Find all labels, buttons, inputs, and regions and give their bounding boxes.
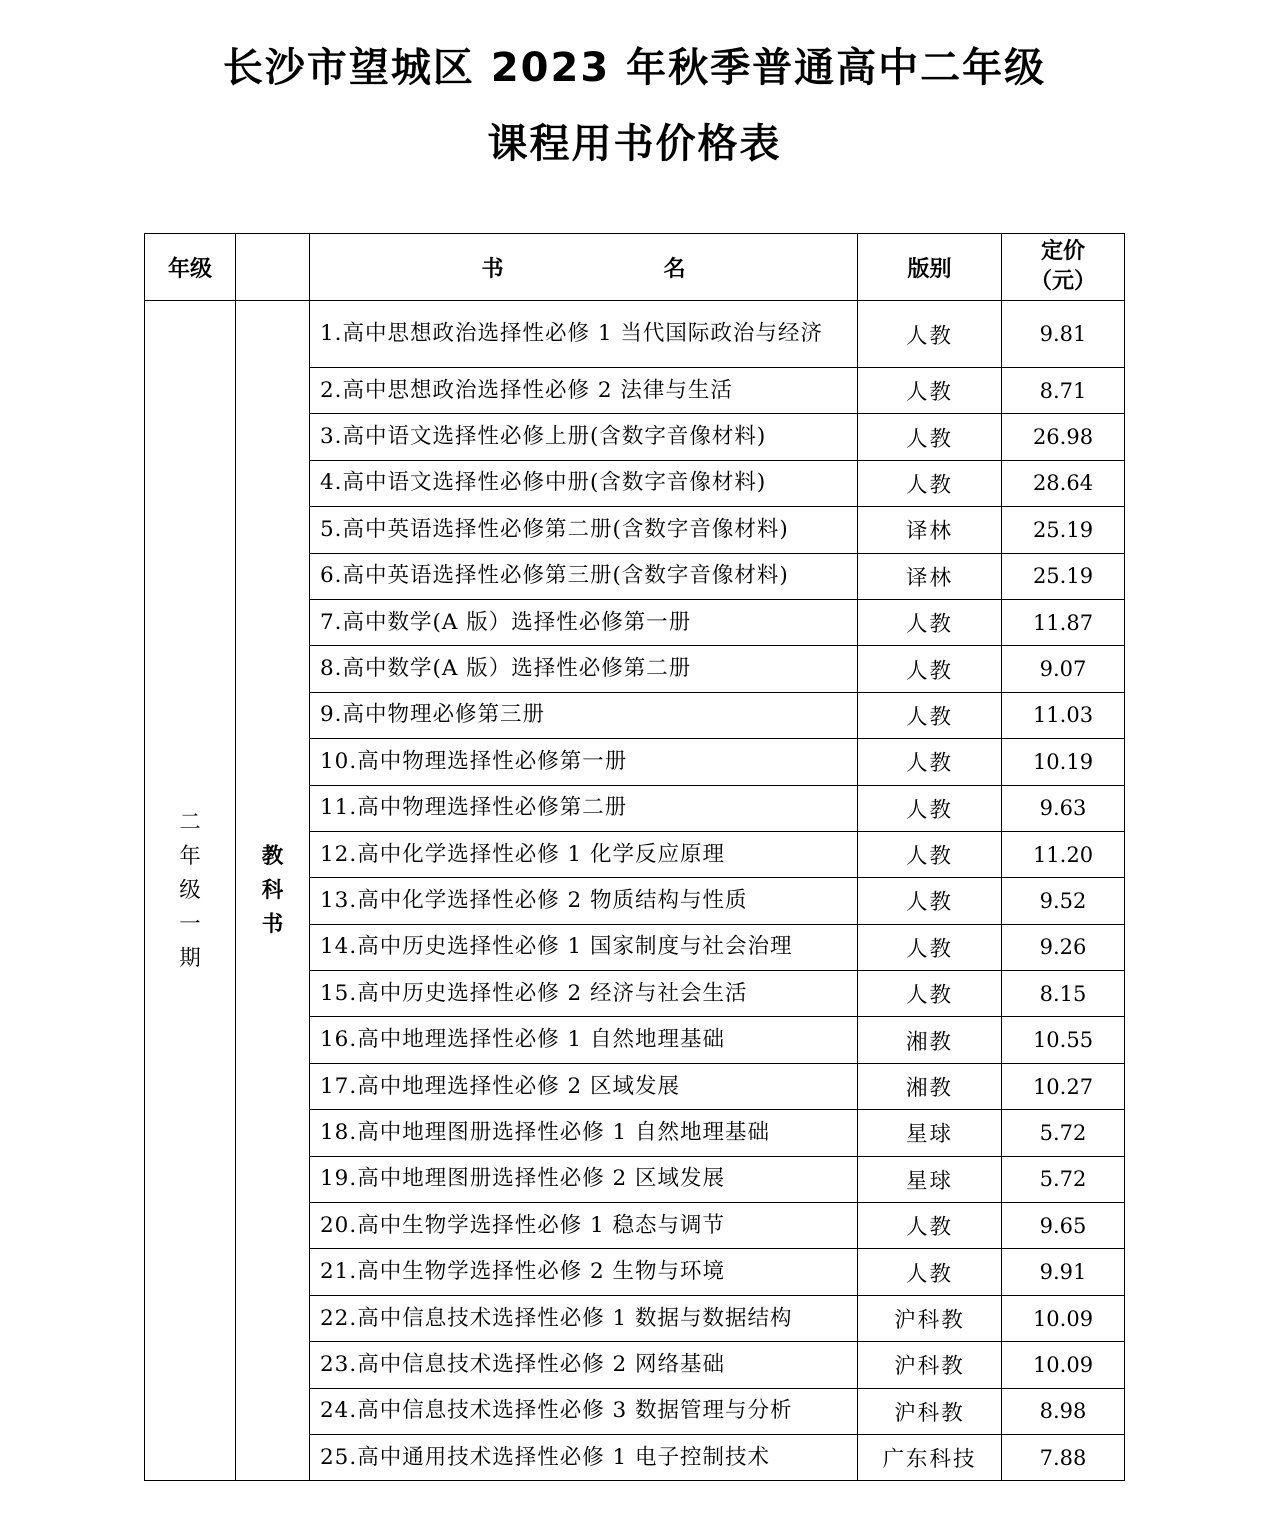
publisher-cell: 人教 — [858, 414, 1002, 460]
book-name-cell: 11.高中物理选择性必修第二册 — [310, 785, 858, 831]
header-publisher: 版别 — [858, 234, 1002, 301]
publisher-cell: 人教 — [858, 1249, 1002, 1295]
book-name-cell: 17.高中地理选择性必修 2 区域发展 — [310, 1063, 858, 1109]
publisher-cell: 广东科技 — [858, 1434, 1002, 1480]
price-cell: 9.65 — [1002, 1203, 1125, 1249]
publisher-cell: 沪科教 — [858, 1342, 1002, 1388]
publisher-cell: 人教 — [858, 301, 1002, 368]
grade-char: 年 — [179, 843, 201, 869]
table-row — [145, 301, 1125, 368]
book-name-cell: 6.高中英语选择性必修第三册(含数字音像材料) — [310, 553, 858, 599]
price-cell: 25.19 — [1002, 507, 1125, 553]
price-cell: 9.91 — [1002, 1249, 1125, 1295]
grade-cell — [145, 301, 236, 1481]
book-name-cell: 10.高中物理选择性必修第一册 — [310, 739, 858, 785]
price-cell: 11.87 — [1002, 599, 1125, 645]
book-name-cell: 1.高中思想政治选择性必修 1 当代国际政治与经济 — [310, 301, 858, 368]
header-grade: 年级 — [145, 234, 236, 301]
price-cell: 10.09 — [1002, 1295, 1125, 1341]
publisher-cell: 湘教 — [858, 1063, 1002, 1109]
publisher-cell: 人教 — [858, 831, 1002, 877]
header-book-name-right: 名 — [663, 256, 686, 282]
grade-char: 期 — [179, 945, 201, 971]
price-cell: 8.71 — [1002, 368, 1125, 414]
publisher-cell: 人教 — [858, 1203, 1002, 1249]
category-char: 书 — [261, 911, 284, 937]
category-char: 教 — [261, 843, 284, 869]
book-name-cell: 7.高中数学(A 版）选择性必修第一册 — [310, 599, 858, 645]
book-name-cell: 15.高中历史选择性必修 2 经济与社会生活 — [310, 971, 858, 1017]
publisher-cell: 人教 — [858, 971, 1002, 1017]
publisher-cell: 译林 — [858, 507, 1002, 553]
publisher-cell: 人教 — [858, 599, 1002, 645]
publisher-cell: 人教 — [858, 739, 1002, 785]
price-cell: 10.27 — [1002, 1063, 1125, 1109]
book-name-cell: 23.高中信息技术选择性必修 2 网络基础 — [310, 1342, 858, 1388]
book-name-cell: 18.高中地理图册选择性必修 1 自然地理基础 — [310, 1110, 858, 1156]
publisher-cell: 人教 — [858, 368, 1002, 414]
publisher-cell: 星球 — [858, 1156, 1002, 1202]
table-header-row — [145, 234, 1125, 301]
price-cell: 7.88 — [1002, 1434, 1125, 1480]
header-price — [1002, 234, 1125, 301]
publisher-cell: 人教 — [858, 785, 1002, 831]
header-price-line-1: 定价 — [1040, 239, 1085, 264]
book-name-cell: 9.高中物理必修第三册 — [310, 692, 858, 738]
header-book-name-left: 书 — [481, 256, 504, 282]
book-name-cell: 4.高中语文选择性必修中册(含数字音像材料) — [310, 460, 858, 506]
price-cell: 11.20 — [1002, 831, 1125, 877]
publisher-cell: 人教 — [858, 878, 1002, 924]
price-cell: 11.03 — [1002, 692, 1125, 738]
textbook-price-table — [144, 233, 1125, 1481]
book-name-cell: 2.高中思想政治选择性必修 2 法律与生活 — [310, 368, 858, 414]
book-name-cell: 19.高中地理图册选择性必修 2 区域发展 — [310, 1156, 858, 1202]
price-cell: 9.81 — [1002, 301, 1125, 368]
book-name-cell: 20.高中生物学选择性必修 1 稳态与调节 — [310, 1203, 858, 1249]
price-cell: 9.07 — [1002, 646, 1125, 692]
book-name-cell: 21.高中生物学选择性必修 2 生物与环境 — [310, 1249, 858, 1295]
price-cell: 26.98 — [1002, 414, 1125, 460]
price-cell: 9.52 — [1002, 878, 1125, 924]
price-cell: 5.72 — [1002, 1110, 1125, 1156]
price-cell: 25.19 — [1002, 553, 1125, 599]
publisher-cell: 人教 — [858, 692, 1002, 738]
book-name-cell: 13.高中化学选择性必修 2 物质结构与性质 — [310, 878, 858, 924]
price-cell: 10.09 — [1002, 1342, 1125, 1388]
publisher-cell: 星球 — [858, 1110, 1002, 1156]
book-name-cell: 12.高中化学选择性必修 1 化学反应原理 — [310, 831, 858, 877]
publisher-cell: 湘教 — [858, 1017, 1002, 1063]
book-name-cell: 5.高中英语选择性必修第二册(含数字音像材料) — [310, 507, 858, 553]
book-name-cell: 22.高中信息技术选择性必修 1 数据与数据结构 — [310, 1295, 858, 1341]
book-name-cell: 8.高中数学(A 版）选择性必修第二册 — [310, 646, 858, 692]
grade-char: 二 — [179, 809, 201, 835]
header-price-line-2: （元） — [1029, 269, 1096, 294]
document-title-line-1: 长沙市望城区 2023 年秋季普通高中二年级 — [222, 45, 1047, 91]
book-name-cell: 24.高中信息技术选择性必修 3 数据管理与分析 — [310, 1388, 858, 1434]
grade-char: 一 — [179, 911, 201, 937]
book-name-cell: 16.高中地理选择性必修 1 自然地理基础 — [310, 1017, 858, 1063]
book-name-cell: 3.高中语文选择性必修上册(含数字音像材料) — [310, 414, 858, 460]
price-cell: 5.72 — [1002, 1156, 1125, 1202]
header-book-name — [310, 234, 858, 301]
category-char: 科 — [261, 877, 284, 903]
grade-char: 级 — [179, 877, 201, 903]
price-cell: 9.63 — [1002, 785, 1125, 831]
price-cell: 10.55 — [1002, 1017, 1125, 1063]
price-cell: 10.19 — [1002, 739, 1125, 785]
book-name-cell: 14.高中历史选择性必修 1 国家制度与社会治理 — [310, 924, 858, 970]
price-cell: 28.64 — [1002, 460, 1125, 506]
publisher-cell: 人教 — [858, 924, 1002, 970]
publisher-cell: 人教 — [858, 646, 1002, 692]
category-cell — [236, 301, 310, 1481]
document-title-line-2: 课程用书价格表 — [487, 121, 782, 167]
price-cell: 8.98 — [1002, 1388, 1125, 1434]
price-cell: 8.15 — [1002, 971, 1125, 1017]
publisher-cell: 译林 — [858, 553, 1002, 599]
price-cell: 9.26 — [1002, 924, 1125, 970]
publisher-cell: 人教 — [858, 460, 1002, 506]
header-category — [236, 234, 310, 301]
publisher-cell: 沪科教 — [858, 1388, 1002, 1434]
book-name-cell: 25.高中通用技术选择性必修 1 电子控制技术 — [310, 1434, 858, 1480]
publisher-cell: 沪科教 — [858, 1295, 1002, 1341]
